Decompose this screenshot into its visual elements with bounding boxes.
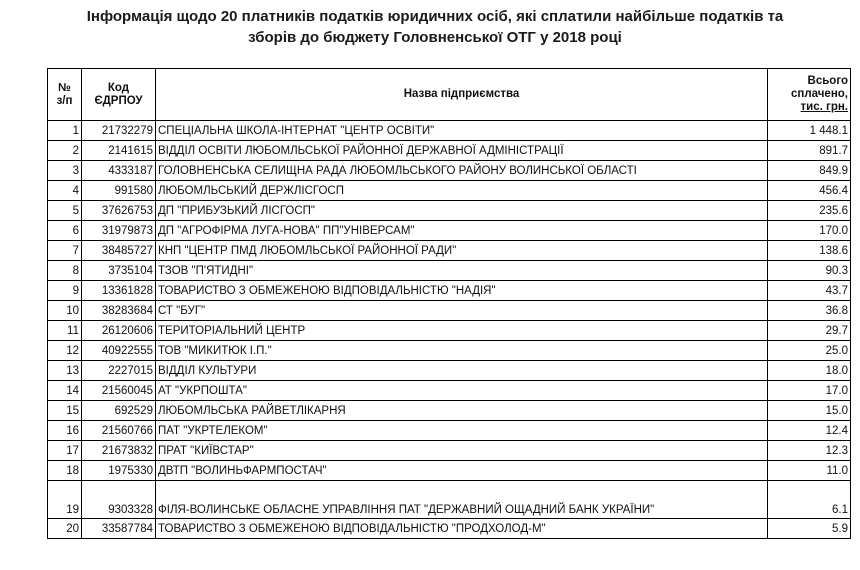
- row-company-name: ФІЛЯ-ВОЛИНСЬКЕ ОБЛАСНЕ УПРАВЛІННЯ ПАТ "ДЕРЖАВНИЙ ОЩАДНИЙ БАНК УКРАЇНИ": [156, 481, 768, 519]
- row-number: 2: [48, 141, 82, 161]
- table-row: [48, 181, 851, 201]
- row-company-name: ПАТ "УКРТЕЛЕКОМ": [156, 421, 768, 441]
- table-row: [48, 481, 851, 519]
- table-row: [48, 321, 851, 341]
- row-company-name: ДП "ПРИБУЗЬКИЙ ЛІСГОСП": [156, 201, 768, 221]
- row-company-name: ЛЮБОМЛЬСЬКА РАЙВЕТЛІКАРНЯ: [156, 401, 768, 421]
- row-company-name: ВІДДІЛ ОСВІТИ ЛЮБОМЛЬСЬКОЇ РАЙОННОЇ ДЕРЖАВНОЇ АДМІНІСТРАЦІЇ: [156, 141, 768, 161]
- table-body: [48, 121, 851, 539]
- row-total-paid: 170.0: [768, 221, 851, 241]
- row-number: 19: [48, 481, 82, 519]
- document-title: [40, 6, 830, 48]
- header-total-line1: Всього: [807, 75, 848, 87]
- row-code: 21560045: [82, 381, 156, 401]
- row-company-name: ДП "АГРОФІРМА ЛУГА-НОВА" ПП"УНІВЕРСАМ": [156, 221, 768, 241]
- row-company-name: ТЕРИТОРІАЛЬНИЙ ЦЕНТР: [156, 321, 768, 341]
- table-row: [48, 281, 851, 301]
- header-name: Назва підприємства: [156, 69, 768, 121]
- table-row: [48, 441, 851, 461]
- row-company-name: ДВТП "ВОЛИНЬФАРМПОСТАЧ": [156, 461, 768, 481]
- row-company-name: ЛЮБОМЛЬСЬКИЙ ДЕРЖЛІСГОСП: [156, 181, 768, 201]
- row-number: 3: [48, 161, 82, 181]
- row-total-paid: 25.0: [768, 341, 851, 361]
- header-code-label: Код: [107, 81, 130, 94]
- row-number: 10: [48, 301, 82, 321]
- row-company-name: АТ "УКРПОШТА": [156, 381, 768, 401]
- row-code: 38283684: [82, 301, 156, 321]
- row-number: 14: [48, 381, 82, 401]
- row-code: 21732279: [82, 121, 156, 141]
- header-total: [768, 69, 851, 121]
- row-code: 2227015: [82, 361, 156, 381]
- table-row: [48, 221, 851, 241]
- row-company-name: ТЗОВ "П'ЯТИДНІ": [156, 261, 768, 281]
- row-total-paid: 235.6: [768, 201, 851, 221]
- row-total-paid: 43.7: [768, 281, 851, 301]
- row-code: 1975330: [82, 461, 156, 481]
- header-row: [48, 69, 851, 121]
- row-code: 40922555: [82, 341, 156, 361]
- row-number: 12: [48, 341, 82, 361]
- row-number: 8: [48, 261, 82, 281]
- header-code: [82, 69, 156, 121]
- row-code: 31979873: [82, 221, 156, 241]
- row-company-name: ТОВ "МИКИТЮК І.П.": [156, 341, 768, 361]
- row-number: 7: [48, 241, 82, 261]
- table-row: [48, 381, 851, 401]
- row-code: 33587784: [82, 519, 156, 539]
- row-number: 18: [48, 461, 82, 481]
- row-total-paid: 1 448.1: [768, 121, 851, 141]
- row-code: 9303328: [82, 481, 156, 519]
- header-number-abbr: з/п: [56, 94, 73, 107]
- row-total-paid: 36.8: [768, 301, 851, 321]
- row-total-paid: 138.6: [768, 241, 851, 261]
- header-number: [48, 69, 82, 121]
- table-row: [48, 361, 851, 381]
- row-company-name: ВІДДІЛ КУЛЬТУРИ: [156, 361, 768, 381]
- row-code: 13361828: [82, 281, 156, 301]
- row-total-paid: 12.4: [768, 421, 851, 441]
- row-total-paid: 15.0: [768, 401, 851, 421]
- row-code: 38485727: [82, 241, 156, 261]
- row-code: 3735104: [82, 261, 156, 281]
- title-line-2: зборів до бюджету Головненської ОТГ у 2018 році: [248, 29, 622, 46]
- row-total-paid: 12.3: [768, 441, 851, 461]
- row-code: 21560766: [82, 421, 156, 441]
- row-total-paid: 891.7: [768, 141, 851, 161]
- table-row: [48, 421, 851, 441]
- table-row: [48, 261, 851, 281]
- title-line-1: Інформація щодо 20 платників податків юридичних осіб, які сплатили найбільше податків та: [86, 8, 784, 25]
- row-total-paid: 29.7: [768, 321, 851, 341]
- row-total-paid: 456.4: [768, 181, 851, 201]
- row-total-paid: 18.0: [768, 361, 851, 381]
- table-row: [48, 201, 851, 221]
- row-number: 9: [48, 281, 82, 301]
- row-code: 21673832: [82, 441, 156, 461]
- row-number: 16: [48, 421, 82, 441]
- header-number-symbol: №: [58, 81, 71, 94]
- row-number: 15: [48, 401, 82, 421]
- taxpayers-table: [47, 68, 851, 539]
- table-row: [48, 341, 851, 361]
- row-number: 11: [48, 321, 82, 341]
- row-number: 13: [48, 361, 82, 381]
- row-total-paid: 6.1: [768, 481, 851, 519]
- row-company-name: ТОВАРИСТВО З ОБМЕЖЕНОЮ ВІДПОВІДАЛЬНІСТЮ "ПРОДХОЛОД-М": [156, 519, 768, 539]
- header-total-line2: сплачено,: [791, 88, 848, 100]
- row-company-name: КНП "ЦЕНТР ПМД ЛЮБОМЛЬСЬКОЇ РАЙОННОЇ РАДИ": [156, 241, 768, 261]
- row-code: 2141615: [82, 141, 156, 161]
- row-total-paid: 90.3: [768, 261, 851, 281]
- row-code: 991580: [82, 181, 156, 201]
- row-code: 4333187: [82, 161, 156, 181]
- row-total-paid: 11.0: [768, 461, 851, 481]
- row-company-name: ПРАТ "КИЇВСТАР": [156, 441, 768, 461]
- row-code: 26120606: [82, 321, 156, 341]
- row-company-name: СПЕЦІАЛЬНА ШКОЛА-ІНТЕРНАТ "ЦЕНТР ОСВІТИ": [156, 121, 768, 141]
- table-row: [48, 121, 851, 141]
- table-row: [48, 401, 851, 421]
- row-total-paid: 5.9: [768, 519, 851, 539]
- table-row: [48, 301, 851, 321]
- row-number: 4: [48, 181, 82, 201]
- row-number: 20: [48, 519, 82, 539]
- table-row: [48, 519, 851, 539]
- header-code-type: ЄДРПОУ: [94, 94, 143, 107]
- header-total-unit: тис. грн.: [800, 101, 848, 113]
- row-total-paid: 17.0: [768, 381, 851, 401]
- row-total-paid: 849.9: [768, 161, 851, 181]
- table-row: [48, 241, 851, 261]
- table-row: [48, 141, 851, 161]
- row-number: 5: [48, 201, 82, 221]
- row-company-name: ТОВАРИСТВО З ОБМЕЖЕНОЮ ВІДПОВІДАЛЬНІСТЮ "НАДІЯ": [156, 281, 768, 301]
- row-company-name: ГОЛОВНЕНСЬКА СЕЛИЩНА РАДА ЛЮБОМЛЬСЬКОГО РАЙОНУ ВОЛИНСЬКОЇ ОБЛАСТІ: [156, 161, 768, 181]
- row-company-name: СТ "БУГ": [156, 301, 768, 321]
- table-row: [48, 461, 851, 481]
- row-code: 37626753: [82, 201, 156, 221]
- row-number: 6: [48, 221, 82, 241]
- row-number: 17: [48, 441, 82, 461]
- table-row: [48, 161, 851, 181]
- row-number: 1: [48, 121, 82, 141]
- row-code: 692529: [82, 401, 156, 421]
